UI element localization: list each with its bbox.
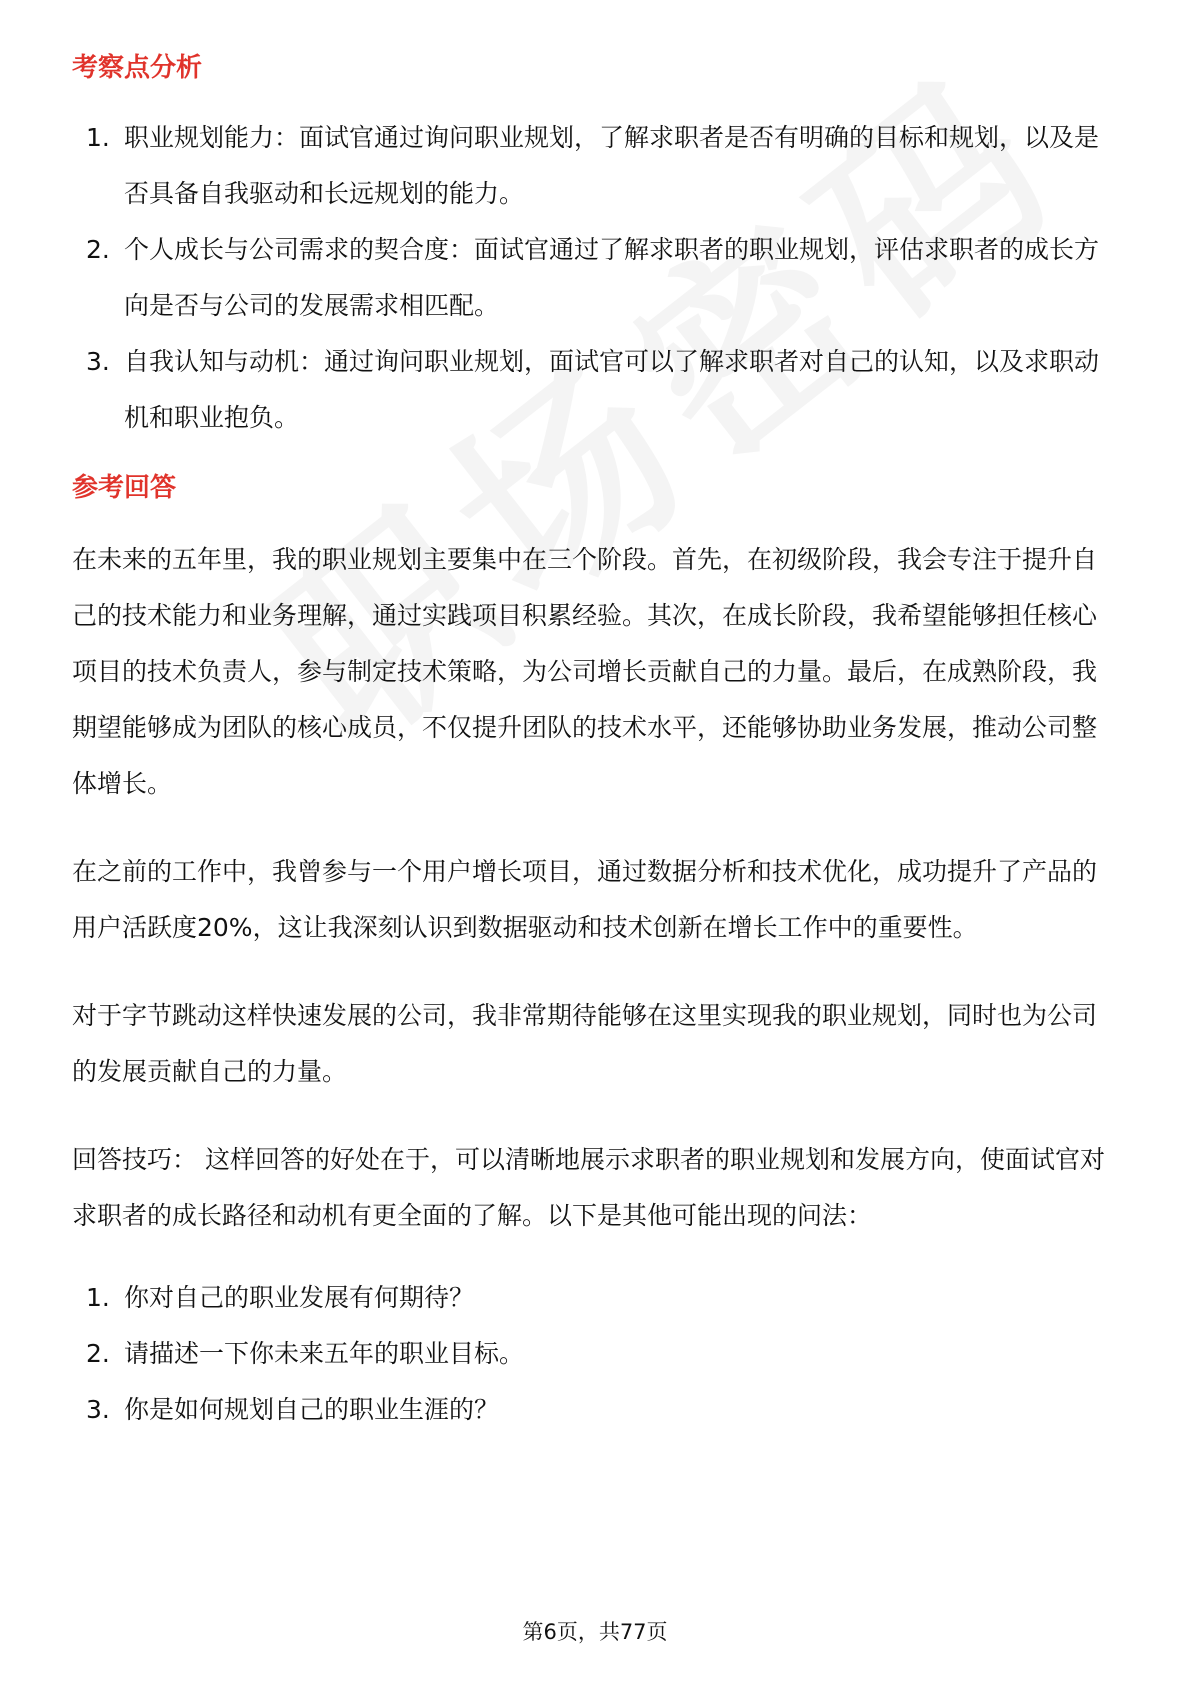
list-item-text: 你对自己的职业发展有何期待？ — [124, 1283, 475, 1312]
list-item — [72, 1382, 1117, 1438]
section-title-analysis: 考察点分析 — [72, 53, 203, 83]
page-footer: 第6页，共77页 — [522, 1620, 668, 1644]
list-number: 1. — [86, 123, 110, 152]
answer-tips-paragraph: 回答技巧： 这样回答的好处在于，可以清晰地展示求职者的职业规划和发展方向，使面试官对求职者的成长路径和动机有更全面的了解。以下是其他可能出现的问法： — [72, 1145, 1105, 1230]
list-number: 2. — [86, 235, 110, 264]
list-item — [72, 1270, 1117, 1326]
answer-paragraph-3: 对于字节跳动这样快速发展的公司，我非常期待能够在这里实现我的职业规划，同时也为公司的发展贡献自己的力量。 — [72, 1001, 1098, 1086]
list-item-text: 请描述一下你未来五年的职业目标。 — [124, 1339, 525, 1368]
list-item — [72, 110, 1117, 222]
list-item — [72, 334, 1117, 446]
section-title-reference-answer: 参考回答 — [72, 473, 177, 503]
list-number: 3. — [86, 1395, 110, 1424]
page-content — [72, 48, 1117, 1438]
alternative-questions-list — [72, 1270, 1117, 1438]
list-item — [72, 1326, 1117, 1382]
answer-paragraph-2: 在之前的工作中，我曾参与一个用户增长项目，通过数据分析和技术优化，成功提升了产品的用户活跃度20%，这让我深刻认识到数据驱动和技术创新在增长工作中的重要性。 — [72, 857, 1098, 942]
list-number: 3. — [86, 347, 110, 376]
list-number: 2. — [86, 1339, 110, 1368]
answer-paragraph-1: 在未来的五年里，我的职业规划主要集中在三个阶段。首先，在初级阶段，我会专注于提升自己的技术能力和业务理解，通过实践项目积累经验。其次，在成长阶段，我希望能够担任核心项目的技术负责人，参与制定技术策略，为公司增长贡献自己的力量。最后，在成熟阶段，我期望能够成为团队的核心成员，不仅提升团队的技术水平，还能够协助业务发展，推动公司整体增长。 — [72, 545, 1098, 798]
list-item-text: 自我认知与动机：通过询问职业规划，面试官可以了解求职者对自己的认知，以及求职动机和职业抱负。 — [124, 347, 1100, 432]
list-item-text: 职业规划能力：面试官通过询问职业规划，了解求职者是否有明确的目标和规划，以及是否具备自我驱动和长远规划的能力。 — [124, 123, 1100, 208]
list-item-text: 你是如何规划自己的职业生涯的？ — [124, 1395, 500, 1424]
list-item — [72, 222, 1117, 334]
list-item-text: 个人成长与公司需求的契合度：面试官通过了解求职者的职业规划，评估求职者的成长方向是否与公司的发展需求相匹配。 — [124, 235, 1100, 320]
list-number: 1. — [86, 1283, 110, 1312]
analysis-list — [72, 110, 1117, 446]
